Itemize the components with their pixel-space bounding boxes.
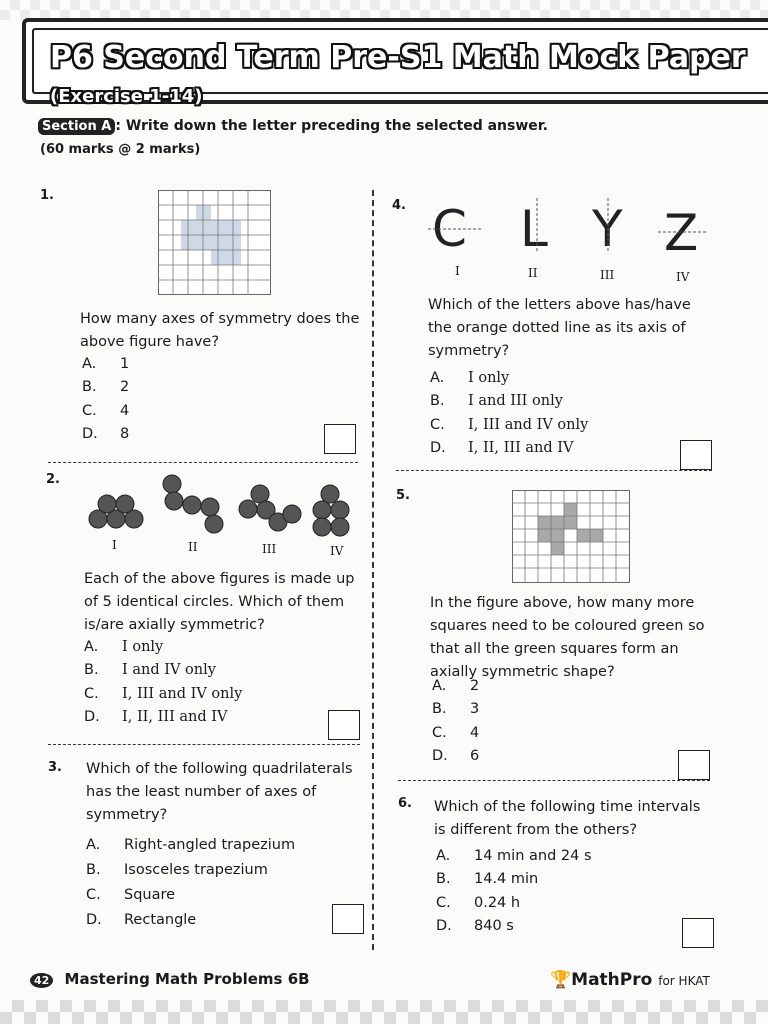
option-value: Isosceles trapezium xyxy=(124,861,268,878)
letter-z: Z xyxy=(664,204,699,262)
section-badge: Section A xyxy=(38,118,115,135)
option-letter: B. xyxy=(86,861,101,878)
figure-label: I xyxy=(455,264,460,278)
figure-label: IV xyxy=(676,270,690,284)
question-text: Which of the following time intervals is different from the others? xyxy=(434,799,701,838)
q5-grid-figure xyxy=(512,490,632,584)
option-value: 6 xyxy=(470,748,480,765)
option-b xyxy=(436,868,592,892)
book-title: Mastering Math Problems 6B xyxy=(64,970,310,988)
option-value: 3 xyxy=(470,701,480,718)
answer-box[interactable] xyxy=(682,918,714,948)
option-c xyxy=(84,682,242,706)
options-list xyxy=(84,635,242,729)
question-text: In the figure above, how many more squares need to be coloured green so that all the green squares form an axially symmetric shape? xyxy=(430,595,705,680)
option-b xyxy=(82,376,129,400)
option-letter: A. xyxy=(432,677,447,694)
option-d xyxy=(430,437,588,461)
option-value: 2 xyxy=(120,379,130,396)
figure-label: III xyxy=(262,542,277,556)
option-letter: D. xyxy=(432,748,448,765)
letter-l: L xyxy=(520,200,548,258)
bottom-checker-border xyxy=(0,1000,768,1024)
option-b xyxy=(430,390,588,414)
options-list xyxy=(86,832,295,932)
option-value: Rectangle xyxy=(124,911,197,928)
figure-label: II xyxy=(188,540,198,554)
footer-brand xyxy=(550,970,710,990)
question-number: 2. xyxy=(46,472,60,487)
option-value: I and IV only xyxy=(122,662,216,679)
option-d xyxy=(84,706,242,730)
section-marks: (60 marks @ 2 marks) xyxy=(40,142,201,157)
section-instruction: : Write down the letter preceding the selected answer. xyxy=(115,118,549,134)
option-letter: A. xyxy=(86,836,101,853)
option-b xyxy=(86,857,295,882)
q4-letters-figure xyxy=(428,196,718,262)
option-value: 4 xyxy=(470,724,480,741)
option-value: 8 xyxy=(120,426,130,443)
option-letter: D. xyxy=(436,918,452,935)
title-text: P6 Second Term Pre-S1 Math Mock Paper xyxy=(50,40,746,75)
letter-c: C xyxy=(432,200,467,258)
option-value: Right-angled trapezium xyxy=(124,836,296,853)
option-value: 14 min and 24 s xyxy=(474,847,592,864)
option-letter: A. xyxy=(82,355,97,372)
option-value: I only xyxy=(122,638,164,655)
option-value: 14.4 min xyxy=(474,871,539,888)
answer-box[interactable] xyxy=(324,424,356,454)
options-list xyxy=(436,844,592,938)
figure-label: II xyxy=(528,266,538,280)
option-letter: B. xyxy=(84,662,99,679)
top-checker-border xyxy=(0,0,768,20)
option-d xyxy=(436,915,592,939)
option-a xyxy=(82,352,129,376)
option-a xyxy=(432,674,479,698)
option-c xyxy=(82,399,129,423)
answer-box[interactable] xyxy=(678,750,710,780)
question-divider xyxy=(48,462,358,463)
section-heading xyxy=(38,118,548,135)
option-letter: B. xyxy=(432,701,447,718)
option-letter: C. xyxy=(432,724,447,741)
option-letter: D. xyxy=(86,911,102,928)
option-value: 1 xyxy=(120,355,130,372)
option-letter: A. xyxy=(436,847,451,864)
answer-box[interactable] xyxy=(328,710,360,740)
option-value: 0.24 h xyxy=(474,894,521,911)
option-value: I, III and IV only xyxy=(122,685,243,702)
page-number: 42 xyxy=(30,973,53,988)
option-letter: D. xyxy=(430,440,446,457)
figure-label: IV xyxy=(330,544,344,558)
option-letter: C. xyxy=(430,416,445,433)
option-letter: A. xyxy=(84,638,99,655)
option-b xyxy=(84,659,242,683)
answer-box[interactable] xyxy=(332,904,364,934)
option-letter: D. xyxy=(84,709,100,726)
option-value: I, II, III and IV xyxy=(122,709,228,726)
question-number: 5. xyxy=(396,488,410,503)
answer-box[interactable] xyxy=(680,440,712,470)
q2-circle-figures xyxy=(80,472,370,540)
column-divider xyxy=(372,190,374,950)
option-value: I and III only xyxy=(468,393,563,410)
title-exercise: (Exercise 1-14) xyxy=(50,86,203,107)
question-divider xyxy=(48,744,360,745)
question-number: 3. xyxy=(48,760,62,775)
option-a xyxy=(86,832,295,857)
letter-y: Y xyxy=(592,200,623,258)
footer-left xyxy=(30,970,310,988)
option-a xyxy=(436,844,592,868)
option-letter: D. xyxy=(82,426,98,443)
question-number: 6. xyxy=(398,796,412,811)
option-d xyxy=(432,745,479,769)
question-number: 4. xyxy=(392,198,406,213)
figure-label: I xyxy=(112,538,117,552)
option-letter: C. xyxy=(82,402,97,419)
option-value: 4 xyxy=(120,402,130,419)
question-divider xyxy=(398,780,710,781)
option-a xyxy=(430,366,588,390)
question-text: How many axes of symmetry does the above figure have? xyxy=(80,311,360,350)
option-value: 2 xyxy=(470,677,480,694)
q1-grid-figure xyxy=(158,190,272,296)
page-title xyxy=(50,40,768,110)
option-letter: A. xyxy=(430,369,445,386)
option-b xyxy=(432,698,479,722)
option-c xyxy=(86,882,295,907)
option-value: I only xyxy=(468,369,510,386)
option-letter: C. xyxy=(84,685,99,702)
options-list xyxy=(82,352,129,446)
option-c xyxy=(436,891,592,915)
figure-label: III xyxy=(600,268,615,282)
question-text: Which of the letters above has/have the orange dotted line as its axis of symmetry? xyxy=(428,297,691,359)
options-list xyxy=(430,366,588,460)
option-letter: B. xyxy=(436,871,451,888)
brand-suffix: for HKAT xyxy=(658,974,710,988)
question-text: Each of the above figures is made up of 5 identical circles. Which of them is/are axially symmetric? xyxy=(84,571,355,633)
option-value: I, II, III and IV xyxy=(468,440,574,457)
option-value: Square xyxy=(124,886,176,903)
option-a xyxy=(84,635,242,659)
option-c xyxy=(430,413,588,437)
options-list xyxy=(432,674,479,768)
option-value: 840 s xyxy=(474,918,514,935)
option-c xyxy=(432,721,479,745)
brand-name: MathPro xyxy=(571,970,653,990)
question-number: 1. xyxy=(40,188,54,203)
option-d xyxy=(82,423,129,447)
option-letter: C. xyxy=(436,894,451,911)
option-letter: C. xyxy=(86,886,101,903)
trophy-icon: 🏆 xyxy=(550,970,572,990)
option-value: I, III and IV only xyxy=(468,416,589,433)
option-d xyxy=(86,907,295,932)
question-text: Which of the following quadrilaterals has the least number of axes of symmetry? xyxy=(86,761,353,823)
option-letter: B. xyxy=(82,379,97,396)
option-letter: B. xyxy=(430,393,445,410)
question-divider xyxy=(396,470,712,471)
